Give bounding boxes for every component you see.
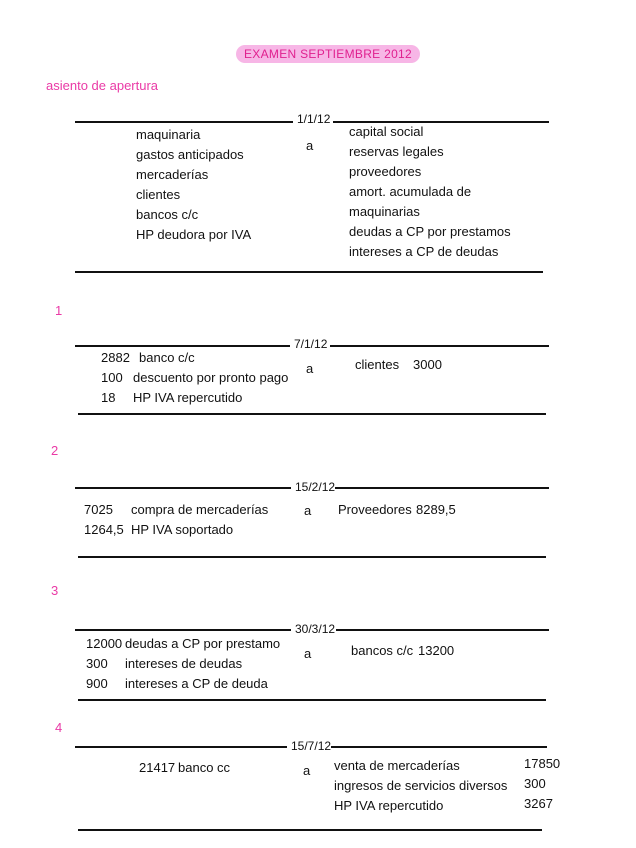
entry-0-credit-account: capital social	[349, 124, 424, 139]
entry-4-number: 4	[55, 720, 63, 735]
entry-1-debit-amount: 100	[101, 370, 123, 385]
entry-3-credit-account: bancos c/c	[351, 643, 414, 658]
entry-1-number: 1	[55, 303, 63, 318]
entry-0-credit-account: proveedores	[349, 164, 422, 179]
entry-1-debit-account: HP IVA repercutido	[133, 390, 243, 405]
entry-4-debit-amount: 21417	[139, 760, 176, 775]
entry-4-credit-amount: 3267	[524, 796, 553, 811]
entry-4-credit-account: venta de mercaderías	[334, 758, 460, 773]
entry-4-credit-amount: 17850	[524, 756, 561, 771]
entry-4-debit-account: banco cc	[178, 760, 231, 775]
entry-3-connector: a	[304, 646, 312, 661]
entry-1-debit-account: banco c/c	[139, 350, 195, 365]
entry-4-top-line-left	[75, 746, 287, 748]
entry-0-credit-account: deudas a CP por prestamos	[349, 224, 511, 239]
entry-1-date: 7/1/12	[294, 337, 328, 351]
entry-3-debit-amount: 300	[86, 656, 108, 671]
entry-3-number: 3	[51, 583, 59, 598]
entry-3-top-line-right	[336, 629, 549, 631]
entry-0-top-line-right	[333, 121, 549, 123]
entry-3-top-line-left	[75, 629, 291, 631]
entry-0-debit-account: maquinaria	[136, 127, 201, 142]
entry-2-number: 2	[51, 443, 59, 458]
entry-2-credit-amount: 8289,5	[416, 502, 456, 517]
entry-1-credit-amount: 3000	[413, 357, 442, 372]
entry-4-bottom-line	[78, 829, 542, 831]
entry-2-bottom-line	[78, 556, 546, 558]
entry-3-debit-account: intereses de deudas	[125, 656, 243, 671]
entry-3-debit-account: intereses a CP de deuda	[125, 676, 268, 691]
entry-4-top-line-right	[331, 746, 547, 748]
entry-4-connector: a	[303, 763, 311, 778]
entry-2-date: 15/2/12	[295, 480, 336, 494]
entry-0-credit-account: amort. acumulada de	[349, 184, 472, 199]
entry-0-top-line-left	[75, 121, 293, 123]
entry-4-credit-account: HP IVA repercutido	[334, 798, 444, 813]
entry-2-credit-account: Proveedores	[338, 502, 412, 517]
entry-0-debit-account: mercaderías	[136, 167, 209, 182]
entry-1-top-line-left	[75, 345, 290, 347]
entry-4-credit-account: ingresos de servicios diversos	[334, 778, 508, 793]
entry-1-top-line-right	[330, 345, 549, 347]
entry-2-debit-account: compra de mercaderías	[131, 502, 269, 517]
entry-3-credit-amount: 13200	[418, 643, 455, 658]
entry-3-debit-amount: 900	[86, 676, 108, 691]
entry-0-debit-account: bancos c/c	[136, 207, 199, 222]
entry-2-top-line-left	[75, 487, 291, 489]
entry-3-debit-amount: 12000	[86, 636, 123, 651]
entry-0-bottom-line	[75, 271, 543, 273]
entry-1-bottom-line	[78, 413, 546, 415]
entry-1-debit-account: descuento por pronto pago	[133, 370, 289, 385]
entry-3-bottom-line	[78, 699, 546, 701]
entry-4-credit-amount: 300	[524, 776, 546, 791]
entry-2-debit-amount: 1264,5	[84, 522, 124, 537]
entry-1-debit-amount: 2882	[101, 350, 130, 365]
entry-0-debit-account: HP deudora por IVA	[136, 227, 252, 242]
entry-4-date: 15/7/12	[291, 739, 332, 753]
entry-1-connector: a	[306, 361, 314, 376]
entry-2-debit-amount: 7025	[84, 502, 113, 517]
entry-0-credit-account: reservas legales	[349, 144, 444, 159]
entry-2-connector: a	[304, 503, 312, 518]
entry-0-date: 1/1/12	[297, 112, 331, 126]
entry-0-debit-account: gastos anticipados	[136, 147, 244, 162]
entry-0-connector: a	[306, 138, 314, 153]
entry-0-credit-account: intereses a CP de deudas	[349, 244, 499, 259]
entry-1-credit-account: clientes	[355, 357, 400, 372]
opening-entry-label: asiento de apertura	[46, 78, 159, 93]
entry-1-debit-amount: 18	[101, 390, 116, 405]
entry-2-debit-account: HP IVA soportado	[131, 522, 234, 537]
entry-0-credit-account: maquinarias	[349, 204, 420, 219]
page-title: EXAMEN SEPTIEMBRE 2012	[236, 45, 420, 63]
entry-2-top-line-right	[335, 487, 549, 489]
entry-3-debit-account: deudas a CP por prestamo	[125, 636, 281, 651]
entry-3-date: 30/3/12	[295, 622, 336, 636]
entry-0-debit-account: clientes	[136, 187, 181, 202]
